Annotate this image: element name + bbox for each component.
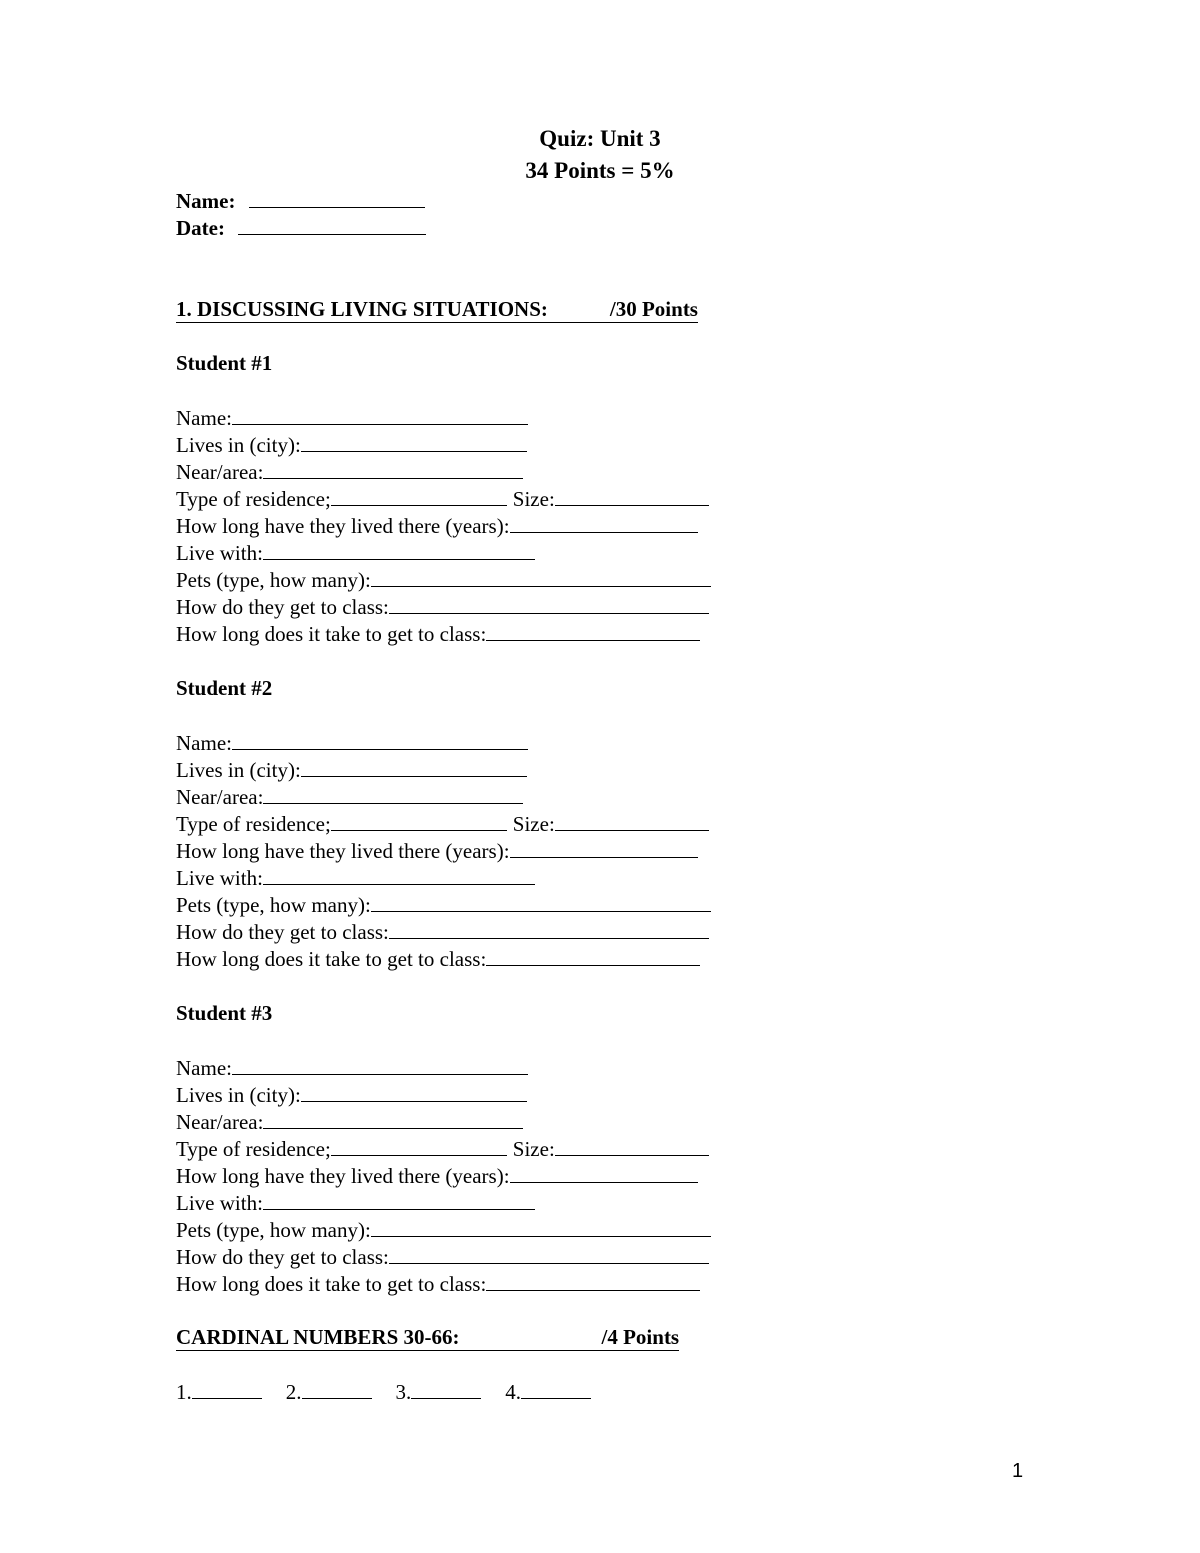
student1-city-row: [176, 432, 527, 457]
header-name-row: [176, 188, 425, 213]
student3-name-blank[interactable]: [232, 1055, 528, 1075]
student3-name-row: [176, 1055, 528, 1080]
field-label: Name:: [176, 406, 232, 430]
field-label: How do they get to class:: [176, 595, 389, 619]
page-number: 1: [1012, 1460, 1024, 1482]
student2-pets-row: [176, 892, 711, 917]
student3-years-blank[interactable]: [510, 1163, 698, 1183]
student1-name-blank[interactable]: [232, 405, 528, 425]
student1-area-row: [176, 459, 523, 484]
header-date-row: [176, 215, 426, 240]
student3-pets-row: [176, 1217, 711, 1242]
student3-area-blank[interactable]: [263, 1109, 523, 1129]
student3-livewith-row: [176, 1190, 535, 1215]
student1-residence-blank[interactable]: [331, 486, 507, 506]
student2-transport-blank[interactable]: [389, 919, 709, 939]
field-label: Lives in (city):: [176, 758, 301, 782]
student2-time-row: [176, 946, 700, 971]
page-subtitle: 34 Points = 5%: [525, 158, 675, 183]
student2-name-blank[interactable]: [232, 730, 528, 750]
student3-years-row: [176, 1163, 698, 1188]
student3-heading: Student #3: [176, 1001, 273, 1025]
section2-heading: CARDINAL NUMBERS 30-66: /4 Points: [176, 1325, 680, 1349]
answer-2-blank[interactable]: [302, 1379, 372, 1399]
answer-label: 4.: [505, 1380, 521, 1404]
student3-time-blank[interactable]: [486, 1271, 700, 1291]
student3-transport-blank[interactable]: [389, 1244, 709, 1264]
student2-residence-blank[interactable]: [331, 811, 507, 831]
student1-livewith-blank[interactable]: [263, 540, 535, 560]
section2-points: /4 Points: [601, 1325, 680, 1349]
answer-label: 3.: [395, 1380, 412, 1404]
student1-pets-blank[interactable]: [371, 567, 711, 587]
field-label: Lives in (city):: [176, 1083, 301, 1107]
student1-years-row: [176, 513, 698, 538]
answer-label: 2.: [285, 1380, 302, 1404]
student1-area-blank[interactable]: [263, 459, 523, 479]
student2-time-blank[interactable]: [486, 946, 700, 966]
student1-transport-blank[interactable]: [389, 594, 709, 614]
field-label: Pets (type, how many):: [176, 568, 371, 592]
student3-pets-blank[interactable]: [371, 1217, 711, 1237]
answer-1-blank[interactable]: [192, 1379, 262, 1399]
field-label: Size:: [512, 487, 555, 511]
student2-transport-row: [176, 919, 709, 944]
field-label: Type of residence;: [176, 487, 331, 511]
field-label: How long does it take to get to class:: [176, 622, 487, 646]
header-name-blank[interactable]: [249, 188, 425, 208]
student2-heading: Student #2: [176, 676, 273, 700]
student3-residence-row: [176, 1136, 709, 1161]
field-label: Live with:: [176, 866, 263, 890]
section2-heading-row: [176, 1325, 679, 1349]
student3-residence-blank[interactable]: [331, 1136, 507, 1156]
section1-heading-row: [176, 297, 698, 321]
field-label: Name:: [176, 1056, 232, 1080]
student1-pets-row: [176, 567, 711, 592]
student3-size-blank[interactable]: [555, 1136, 709, 1156]
field-label: Size:: [512, 1137, 555, 1161]
student1-city-blank[interactable]: [301, 432, 527, 452]
student1-livewith-row: [176, 540, 535, 565]
student3-city-row: [176, 1082, 527, 1107]
field-label: Lives in (city):: [176, 433, 301, 457]
field-label: How do they get to class:: [176, 1245, 389, 1269]
student2-size-blank[interactable]: [555, 811, 709, 831]
cardinal-numbers-row: [176, 1379, 591, 1404]
page-title: Quiz: Unit 3: [539, 126, 661, 151]
student2-city-row: [176, 757, 527, 782]
field-label: How long does it take to get to class:: [176, 947, 487, 971]
student1-time-row: [176, 621, 700, 646]
student1-years-blank[interactable]: [510, 513, 698, 533]
student2-years-blank[interactable]: [510, 838, 698, 858]
field-label: Pets (type, how many):: [176, 1218, 371, 1242]
field-label: Near/area:: [176, 460, 264, 484]
student1-time-blank[interactable]: [486, 621, 700, 641]
student1-heading: Student #1: [176, 351, 273, 375]
student2-residence-row: [176, 811, 709, 836]
student3-time-row: [176, 1271, 700, 1296]
field-label: How long have they lived there (years):: [176, 514, 510, 538]
student1-transport-row: [176, 594, 709, 619]
field-label: How do they get to class:: [176, 920, 389, 944]
student2-area-row: [176, 784, 523, 809]
field-label: Live with:: [176, 541, 263, 565]
answer-3-blank[interactable]: [411, 1379, 481, 1399]
answer-label: 1.: [176, 1380, 192, 1404]
field-label: Near/area:: [176, 785, 264, 809]
student2-years-row: [176, 838, 698, 863]
field-label: Type of residence;: [176, 1137, 331, 1161]
field-label: Near/area:: [176, 1110, 264, 1134]
field-label: How long have they lived there (years):: [176, 839, 510, 863]
section1-heading: 1. DISCUSSING LIVING SITUATIONS: /30 Points: [176, 297, 698, 321]
field-label: Type of residence;: [176, 812, 331, 836]
student3-city-blank[interactable]: [301, 1082, 527, 1102]
section1-points: /30 Points: [609, 297, 698, 321]
student3-transport-row: [176, 1244, 709, 1269]
student3-livewith-blank[interactable]: [263, 1190, 535, 1210]
header-name-label: Name:: [176, 189, 236, 213]
header-date-label: Date:: [176, 216, 225, 240]
student1-size-blank[interactable]: [555, 486, 709, 506]
answer-4-blank[interactable]: [521, 1379, 591, 1399]
student2-city-blank[interactable]: [301, 757, 527, 777]
field-label: How long does it take to get to class:: [176, 1272, 487, 1296]
header-date-blank[interactable]: [238, 215, 426, 235]
field-label: How long have they lived there (years):: [176, 1164, 510, 1188]
student2-name-row: [176, 730, 528, 755]
student2-livewith-row: [176, 865, 535, 890]
field-label: Pets (type, how many):: [176, 893, 371, 917]
field-label: Size:: [512, 812, 555, 836]
field-label: Name:: [176, 731, 232, 755]
student1-name-row: [176, 405, 528, 430]
student2-livewith-blank[interactable]: [263, 865, 535, 885]
student2-area-blank[interactable]: [263, 784, 523, 804]
field-label: Live with:: [176, 1191, 263, 1215]
student1-residence-row: [176, 486, 709, 511]
student3-area-row: [176, 1109, 523, 1134]
student2-pets-blank[interactable]: [371, 892, 711, 912]
